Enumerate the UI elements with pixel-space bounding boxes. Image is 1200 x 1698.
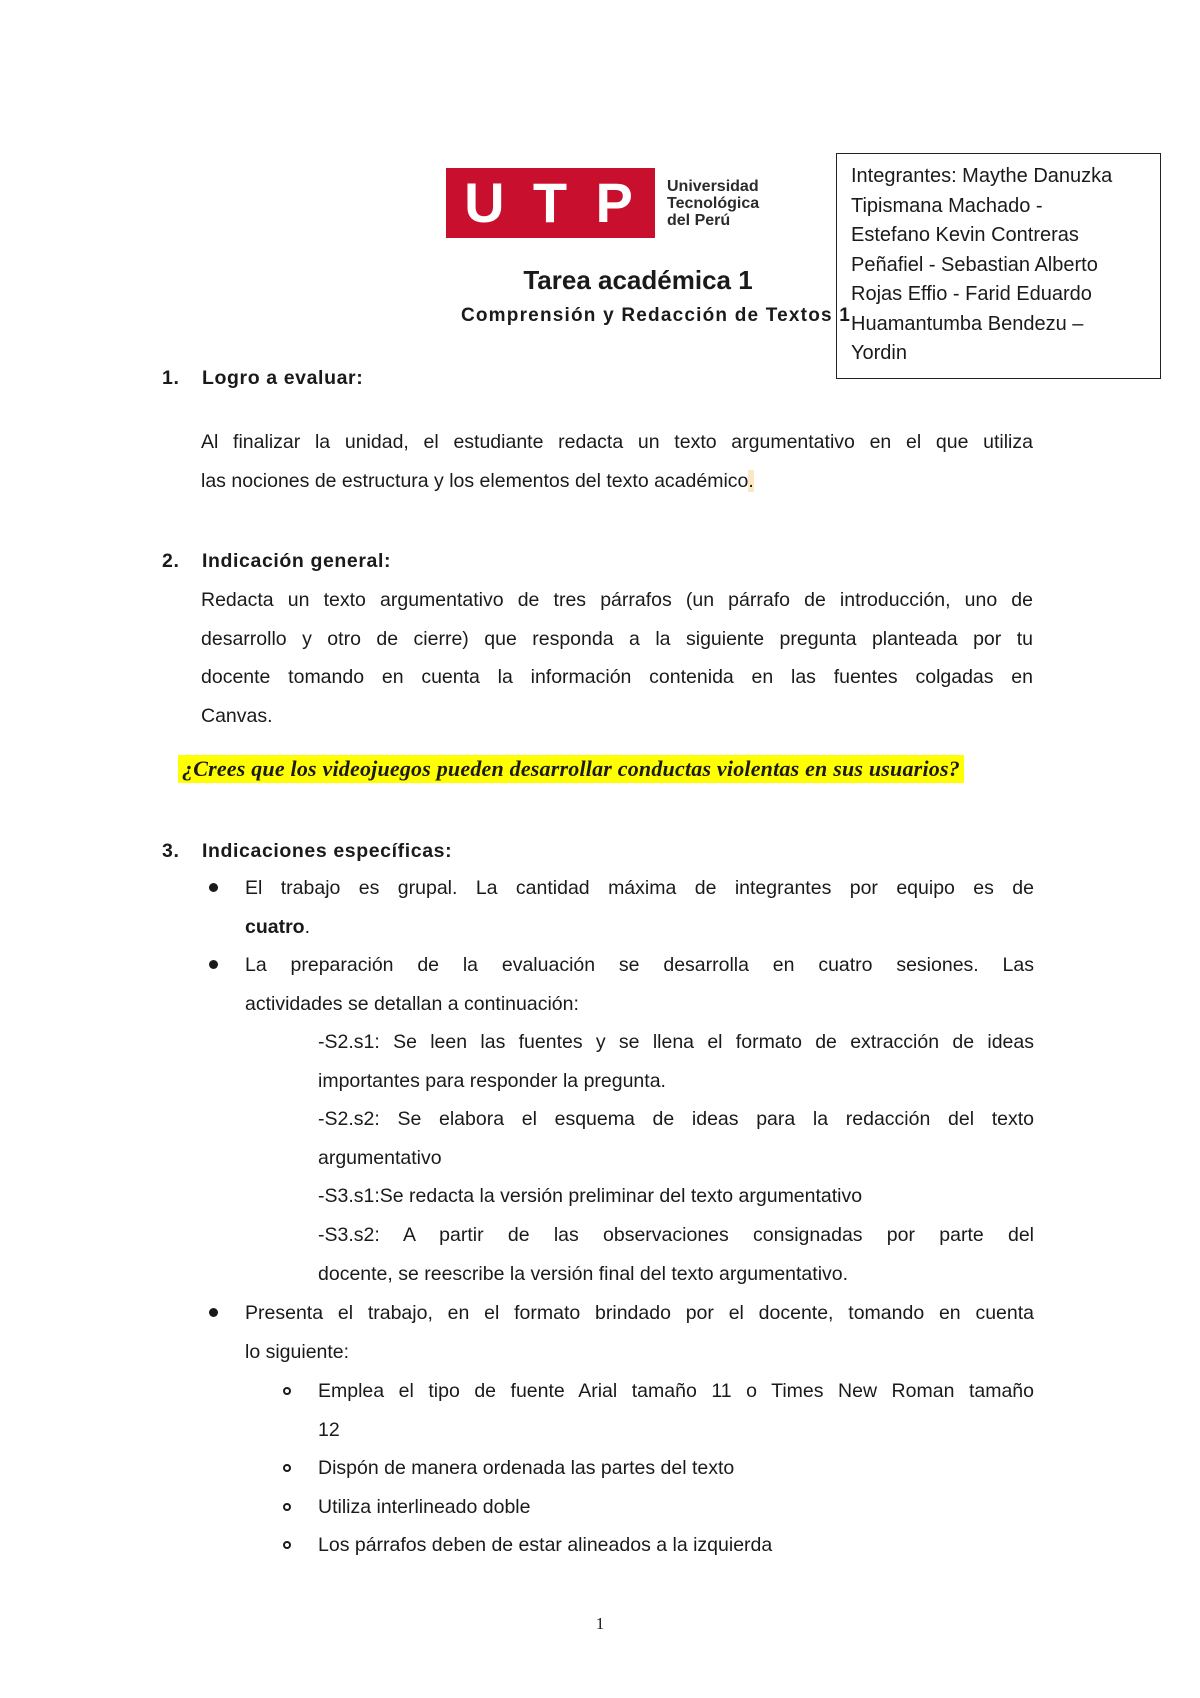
subitem-line: Emplea el tipo de fuente Arial tamaño 11 o Times New Roman tamaño	[318, 1380, 1034, 1402]
logo-name-line: Tecnológica	[667, 194, 760, 212]
paragraph-line: Canvas.	[201, 704, 273, 727]
page-number: 1	[595, 1614, 605, 1633]
hollow-bullet-icon	[283, 1503, 291, 1511]
logo-name-line: Universidad	[667, 177, 759, 195]
bullet-icon	[209, 1308, 218, 1317]
section-1-paragraph	[201, 423, 1033, 500]
section-title: Indicación general:	[202, 550, 392, 572]
step-line: -S3.s1:Se redacta la versión preliminar del texto argumentativo	[318, 1185, 863, 1207]
integrantes-line: Tipismana Machado -	[851, 194, 1043, 217]
bullet-item-2	[245, 946, 1034, 1023]
bullet-line: El trabajo es grupal. La cantidad máxima de integrantes por equipo es de	[245, 877, 1034, 899]
step-line: importantes para responder la pregunta.	[318, 1069, 666, 1092]
session-step-s2s2	[318, 1100, 1034, 1177]
bullet-line: lo siguiente:	[245, 1340, 350, 1363]
logo-block	[446, 168, 655, 238]
section-number: 3.	[162, 840, 180, 862]
section-number: 2.	[162, 550, 180, 572]
bullet-icon	[209, 883, 218, 892]
format-subitem-2: Dispón de manera ordenada las partes del texto	[318, 1457, 735, 1479]
logo-university-name	[667, 178, 759, 229]
step-line: -S3.s2: A partir de las observaciones consignadas por parte del	[318, 1224, 1034, 1246]
paragraph-line: docente tomando en cuenta la información contenida en las fuentes colgadas en	[201, 666, 1033, 688]
bullet-line: Presenta el trabajo, en el formato brindado por el docente, tomando en cuenta	[245, 1302, 1034, 1324]
paragraph-line-text: las nociones de estructura y los elementos del texto académico	[201, 469, 749, 492]
integrantes-line: Yordin	[851, 342, 907, 364]
bullet-line: actividades se detallan a continuación:	[245, 992, 579, 1015]
format-subitem-1	[318, 1372, 1034, 1449]
section-number: 1.	[162, 367, 180, 389]
paragraph-line: desarrollo y otro de cierre) que responda a la siguiente pregunta planteada por tu	[201, 627, 1033, 650]
bullet-line: La preparación de la evaluación se desarrolla en cuatro sesiones. Las	[245, 954, 1034, 976]
section-1-heading	[162, 367, 363, 390]
section-2-heading	[162, 550, 391, 573]
paragraph-line	[201, 462, 1033, 501]
logo-letter-t: T	[532, 171, 572, 234]
bullet-item-1	[245, 869, 1034, 946]
integrantes-line: Estefano Kevin Contreras	[851, 224, 1079, 246]
integrantes-line: Peñafiel - Sebastian Alberto	[851, 253, 1098, 276]
document-subtitle: Comprensión y Redacción de Textos 1	[460, 305, 852, 326]
bullet-line-end: .	[304, 915, 311, 938]
section-3-heading	[162, 840, 452, 863]
step-line: -S2.s1: Se leen las fuentes y se llena el formato de extracción de ideas	[318, 1031, 1034, 1053]
subitem-line: 12	[318, 1418, 340, 1441]
highlighted-period: .	[748, 469, 754, 492]
section-title: Indicaciones específicas:	[202, 840, 453, 862]
logo-name-line: del Perú	[667, 211, 731, 229]
integrantes-line: Huamantumba Bendezu –	[851, 312, 1084, 335]
step-line: argumentativo	[318, 1146, 442, 1169]
logo-letter-u: U	[464, 171, 509, 234]
bullet-line	[245, 908, 1034, 947]
section-title: Logro a evaluar:	[202, 367, 364, 389]
hollow-bullet-icon	[283, 1387, 291, 1395]
utp-logo	[446, 168, 759, 238]
logo-letter-p: P	[595, 171, 637, 234]
hollow-bullet-icon	[283, 1541, 291, 1549]
step-line: -S2.s2: Se elabora el esquema de ideas para la redacción del texto	[318, 1108, 1034, 1130]
paragraph-line: Redacta un texto argumentativo de tres párrafos (un párrafo de introducción, uno de	[201, 589, 1033, 611]
document-title: Tarea académica 1	[523, 265, 753, 295]
bold-word: cuatro	[245, 915, 305, 938]
bullet-item-3	[245, 1294, 1034, 1371]
format-subitem-3: Utiliza interlineado doble	[318, 1496, 531, 1518]
highlighted-question: ¿Crees que los videojuegos pueden desarrollar conductas violentas en sus usuarios?	[178, 755, 964, 783]
hollow-bullet-icon	[283, 1464, 291, 1472]
format-subitem-4: Los párrafos deben de estar alineados a la izquierda	[318, 1534, 773, 1556]
bullet-icon	[209, 960, 218, 969]
paragraph-line: Al finalizar la unidad, el estudiante redacta un texto argumentativo en el que utiliza	[201, 431, 1033, 453]
session-step-s3s2	[318, 1216, 1034, 1293]
section-2-paragraph	[201, 581, 1033, 735]
step-line: docente, se reescribe la versión final del texto argumentativo.	[318, 1262, 849, 1285]
integrantes-line: Rojas Effio - Farid Eduardo	[851, 283, 1092, 305]
session-step-s3s1	[318, 1177, 1034, 1216]
session-step-s2s1	[318, 1023, 1034, 1100]
integrantes-line: Integrantes: Maythe Danuzka	[851, 165, 1113, 187]
